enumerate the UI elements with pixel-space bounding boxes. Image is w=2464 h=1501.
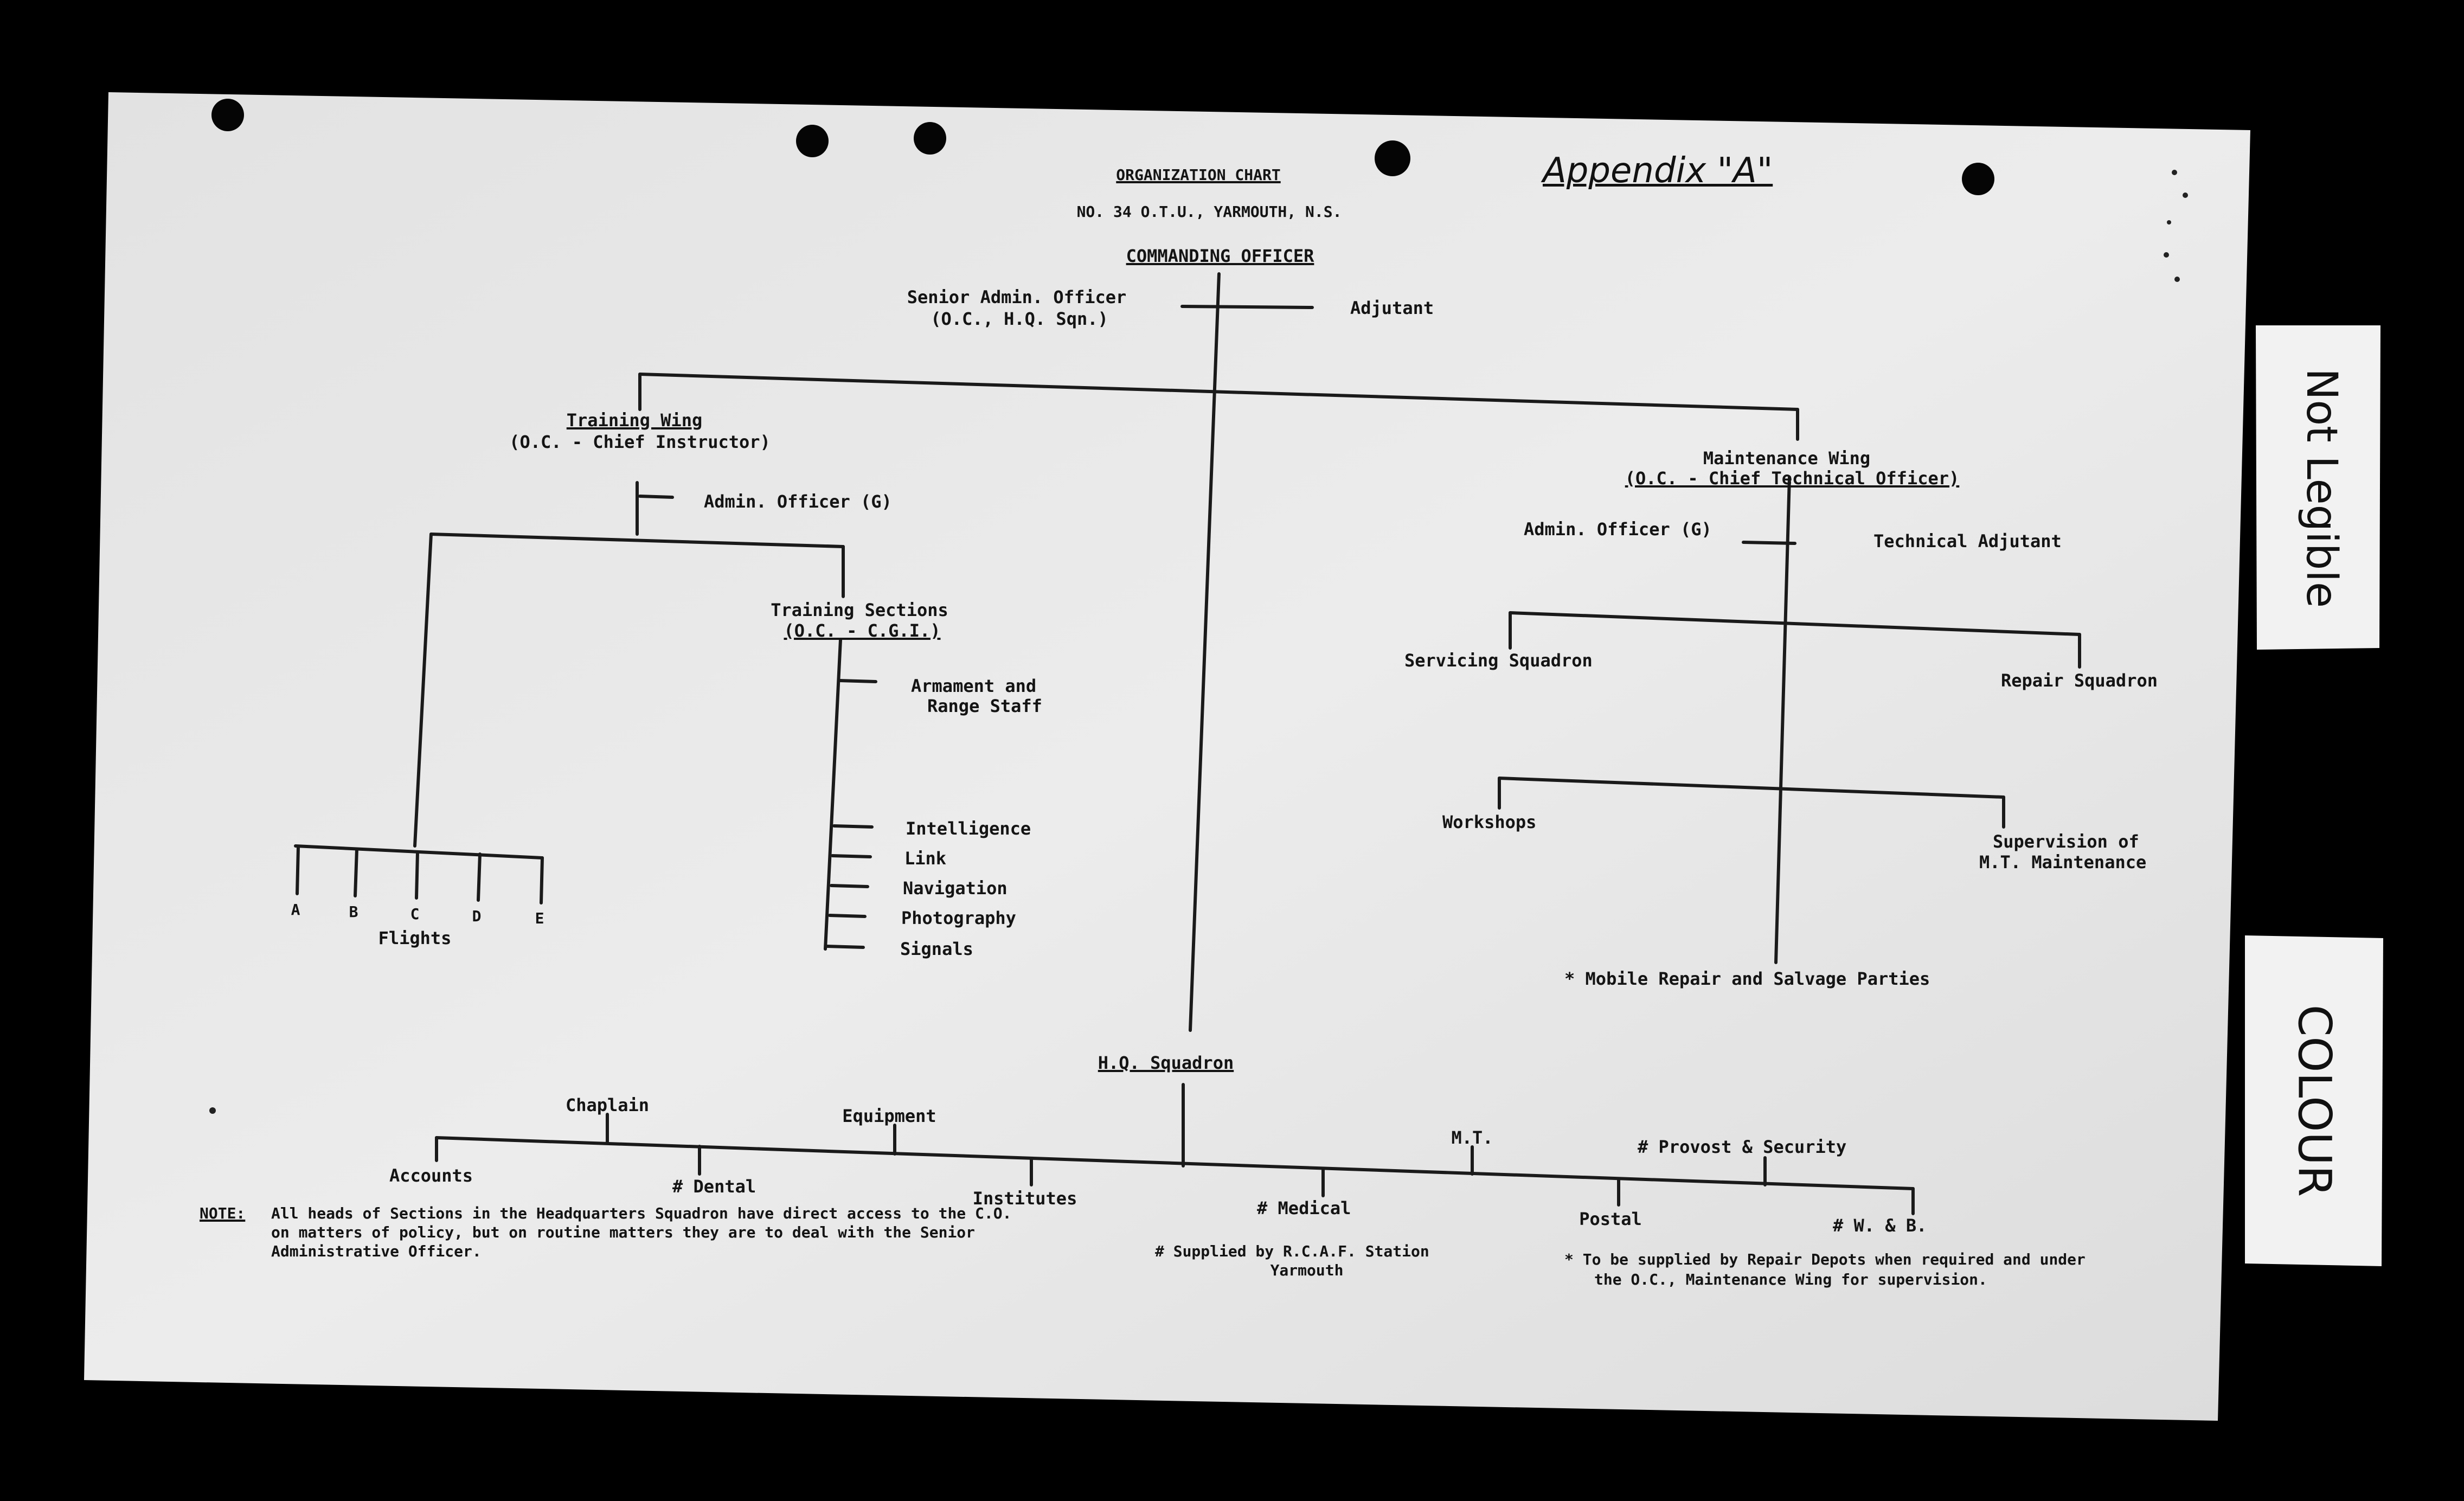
supervision-line1: Supervision of bbox=[1993, 831, 2139, 852]
punch-hole bbox=[1962, 163, 1994, 195]
workshops: Workshops bbox=[1442, 812, 1537, 832]
appendix-label: Appendix "A" bbox=[1543, 151, 1773, 191]
flight-d: D bbox=[472, 907, 482, 925]
hq-equipment: Equipment bbox=[842, 1106, 936, 1126]
scan-speck bbox=[2172, 170, 2177, 175]
flights-label: Flights bbox=[378, 928, 452, 948]
not-legible-tab-label: Not Legible bbox=[2296, 368, 2346, 608]
punch-hole bbox=[796, 125, 829, 157]
punch-hole bbox=[914, 122, 946, 155]
adjutant-branch bbox=[1182, 306, 1312, 307]
flight-e-tick bbox=[541, 858, 542, 903]
punch-hole bbox=[1375, 140, 1410, 176]
intelligence-tick bbox=[834, 826, 872, 827]
repair-squadron: Repair Squadron bbox=[2001, 670, 2158, 691]
link-tick bbox=[832, 856, 870, 857]
training-wing-title: Training Wing bbox=[566, 410, 703, 431]
section-intelligence: Intelligence bbox=[906, 818, 1031, 839]
signals-tick bbox=[827, 946, 863, 947]
section-signals: Signals bbox=[900, 939, 973, 959]
training-sections-subtitle: (O.C. - C.G.I.) bbox=[784, 620, 941, 641]
training-wing-subtitle: (O.C. - Chief Instructor) bbox=[509, 432, 771, 452]
colour-tab-label: COLOUR bbox=[2288, 1004, 2341, 1197]
hq-wb: # W. & B. bbox=[1833, 1215, 1927, 1236]
supervision-line2: M.T. Maintenance bbox=[1979, 852, 2147, 873]
hq-institutes: Institutes bbox=[972, 1188, 1077, 1209]
navigation-tick bbox=[831, 886, 868, 887]
adjutant: Adjutant bbox=[1350, 298, 1434, 318]
hq-mt: M.T. bbox=[1451, 1127, 1493, 1148]
repair-depot-note-line1: * To be supplied by Repair Depots when required and under bbox=[1564, 1250, 2086, 1268]
flight-c: C bbox=[410, 905, 420, 923]
commanding-officer: COMMANDING OFFICER bbox=[1126, 246, 1314, 266]
flight-e: E bbox=[535, 909, 544, 927]
senior-admin-officer: Senior Admin. Officer bbox=[907, 287, 1127, 307]
training-sections-title: Training Sections bbox=[771, 600, 948, 620]
senior-admin-officer-role: (O.C., H.Q. Sqn.) bbox=[931, 309, 1108, 329]
scan-speck bbox=[2183, 193, 2188, 198]
section-navigation: Navigation bbox=[903, 878, 1008, 899]
section-link: Link bbox=[904, 848, 947, 869]
supplied-note-line2: Yarmouth bbox=[1270, 1261, 1344, 1279]
note-text: All heads of Sections in the Headquarters Squadron have direct access to the C.O. on matters of policy, but on routine matters they are to deal with the Senior Administrative Officer. bbox=[271, 1204, 1012, 1260]
hq-postal: Postal bbox=[1579, 1209, 1642, 1229]
scan-speck bbox=[2164, 252, 2169, 258]
section-photography: Photography bbox=[901, 908, 1016, 928]
mobile-repair-salvage: * Mobile Repair and Salvage Parties bbox=[1564, 968, 1930, 989]
armament-range-staff-line2: Range Staff bbox=[927, 696, 1042, 716]
hq-medical: # Medical bbox=[1257, 1198, 1351, 1218]
flight-b-tick bbox=[355, 849, 357, 896]
hq-squadron-title: H.Q. Squadron bbox=[1098, 1053, 1234, 1073]
hq-accounts: Accounts bbox=[389, 1165, 473, 1186]
maintenance-wing-title: Maintenance Wing bbox=[1703, 448, 1871, 469]
tw-admin-officer: Admin. Officer (G) bbox=[704, 491, 892, 512]
maintenance-wing-subtitle: (O.C. - Chief Technical Officer) bbox=[1625, 468, 1960, 489]
tw-admin-tick bbox=[640, 496, 672, 497]
flight-c-tick bbox=[416, 852, 418, 898]
chart-subtitle: NO. 34 O.T.U., YARMOUTH, N.S. bbox=[1076, 203, 1342, 221]
scan-speck bbox=[2174, 277, 2180, 282]
flight-a-tick bbox=[297, 847, 298, 894]
hq-dental: # Dental bbox=[672, 1176, 756, 1197]
punch-hole bbox=[211, 99, 244, 131]
flight-d-tick bbox=[478, 854, 480, 900]
scan-speck bbox=[209, 1107, 216, 1114]
flight-a: A bbox=[291, 901, 300, 919]
note-label: NOTE: bbox=[200, 1204, 246, 1222]
repair-depot-note-line2: the O.C., Maintenance Wing for supervision. bbox=[1594, 1271, 1987, 1288]
hq-chaplain: Chaplain bbox=[565, 1095, 650, 1115]
hq-provost-security: # Provost & Security bbox=[1638, 1137, 1847, 1157]
technical-adjutant: Technical Adjutant bbox=[1873, 531, 2062, 551]
mw-admin-officer: Admin. Officer (G) bbox=[1524, 519, 1712, 540]
scan-speck bbox=[2167, 220, 2171, 224]
supplied-note-line1: # Supplied by R.C.A.F. Station bbox=[1155, 1242, 1429, 1260]
photography-tick bbox=[830, 915, 865, 916]
armament-tick bbox=[839, 681, 876, 682]
flight-b: B bbox=[349, 903, 358, 921]
servicing-squadron: Servicing Squadron bbox=[1404, 650, 1593, 671]
tech-adjutant-tick bbox=[1743, 542, 1795, 543]
chart-title: ORGANIZATION CHART bbox=[1116, 166, 1281, 184]
armament-range-staff-line1: Armament and bbox=[911, 676, 1037, 696]
